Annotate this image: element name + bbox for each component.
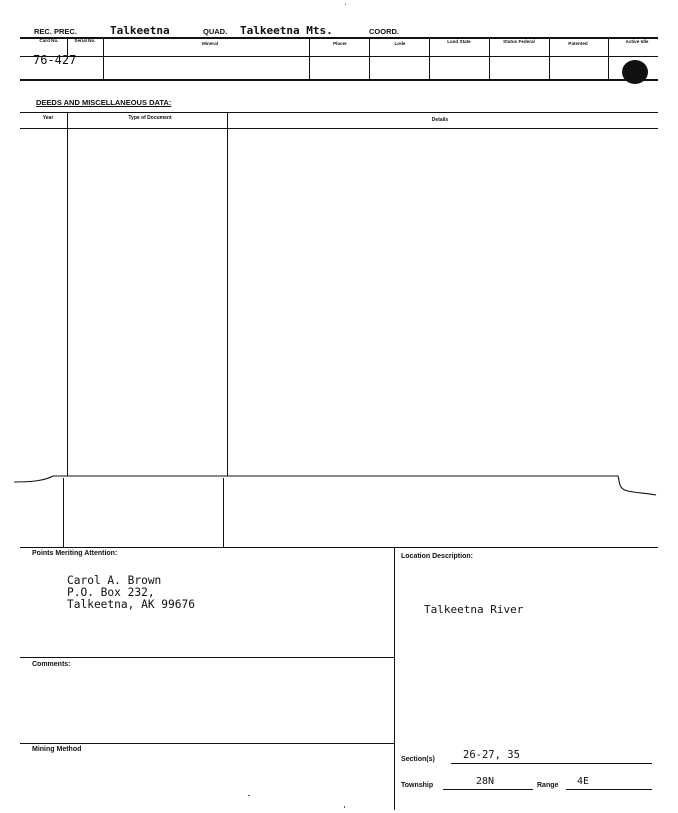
deeds-type-divider-lower — [223, 478, 224, 548]
col-card-no: Card No. — [39, 38, 59, 43]
location-value: Talkeetna River — [424, 603, 524, 616]
rec-prec-value: Talkeetna — [110, 24, 170, 37]
points-line-3: Talkeetna, AK 99676 — [67, 598, 195, 611]
quad-value: Talkeetna Mts. — [240, 24, 333, 37]
points-label: Points Meriting Attention: — [32, 550, 118, 557]
col-details: Details — [431, 117, 449, 123]
deeds-section-title: DEEDS AND MISCELLANEOUS DATA: — [36, 98, 172, 107]
active-mark — [622, 60, 648, 84]
comments-rule — [20, 657, 394, 658]
deeds-header-bottom-rule — [20, 128, 658, 129]
card-number-value: 76-427 — [33, 53, 77, 67]
sections-label: Section(s) — [401, 756, 435, 763]
scan-speck — [344, 806, 345, 808]
col-patented: Patented — [568, 41, 588, 46]
claim-table-divider — [549, 38, 550, 80]
col-lode: Lode — [394, 41, 406, 46]
deeds-year-divider — [67, 113, 68, 476]
rec-prec-label: REC. PREC. — [34, 27, 77, 36]
comments-label: Comments: — [32, 661, 71, 668]
claim-table-bottom-rule — [20, 79, 658, 81]
scan-speck — [248, 795, 250, 796]
claim-table-top-rule — [20, 37, 658, 39]
lower-section-divider — [394, 548, 395, 810]
township-label: Township — [401, 782, 434, 789]
claim-table-divider — [369, 38, 370, 80]
col-serial-no: Serial No. — [74, 38, 96, 43]
coord-label: COORD. — [369, 27, 399, 36]
deeds-type-divider — [227, 113, 228, 476]
claim-table-divider — [489, 38, 490, 80]
mining-rule — [20, 743, 394, 744]
sections-underline — [451, 763, 652, 764]
col-status-federal: Status Federal — [503, 39, 535, 44]
points-line-2: P.O. Box 232, — [67, 586, 155, 599]
points-line-1: Carol A. Brown — [67, 574, 162, 587]
claim-table-divider — [429, 38, 430, 80]
location-label: Location Description: — [401, 553, 473, 560]
deeds-header-top-rule — [20, 112, 658, 113]
township-underline — [443, 789, 533, 790]
deeds-year-divider-lower — [63, 478, 64, 548]
col-land-state: Land State — [447, 39, 471, 44]
col-type-of-document: Type of Document — [128, 115, 172, 121]
claim-table-divider — [608, 38, 609, 80]
scan-speck — [345, 4, 346, 5]
range-label: Range — [537, 782, 559, 789]
tear-line — [0, 468, 678, 500]
col-year: Year — [42, 115, 54, 121]
col-active: Active Idle — [625, 39, 649, 44]
township-value: 28N — [476, 776, 495, 787]
claim-table-divider — [309, 38, 310, 80]
lower-section-rule — [20, 547, 658, 548]
claim-table-mid-rule — [20, 56, 658, 57]
range-underline — [566, 789, 652, 790]
col-placer: Placer — [333, 41, 347, 46]
range-value: 4E — [577, 776, 590, 787]
col-mineral: Mineral — [201, 41, 219, 46]
quad-label: QUAD. — [203, 27, 228, 36]
mining-method-label: Mining Method — [32, 746, 82, 753]
sections-value: 26-27, 35 — [463, 749, 520, 761]
claim-table-divider — [103, 38, 104, 80]
